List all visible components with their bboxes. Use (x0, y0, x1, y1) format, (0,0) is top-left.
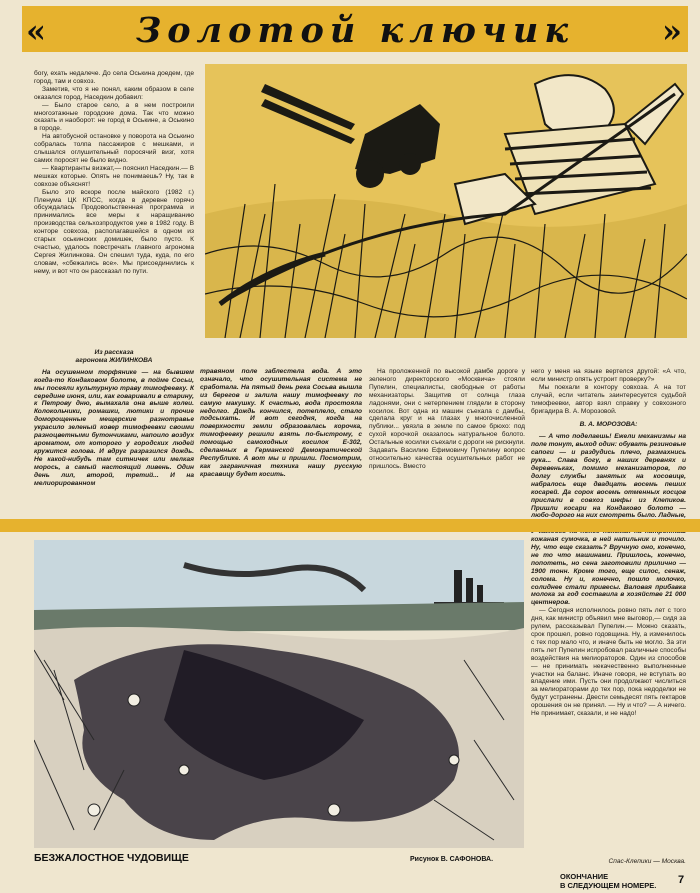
continued-note-2: В СЛЕДУЮЩЕМ НОМЕРЕ. (560, 881, 657, 890)
section-caption-name: агронома ЖИЛИНКОВА (75, 356, 153, 364)
speaker-caption: В. А. МОРОЗОВА: (579, 421, 638, 429)
continued-note-1: ОКОНЧАНИЕ (560, 872, 609, 881)
paragraph: Было это вскоре после майского (1982 г.) Пленума ЦК КПСС, когда в деревне горячо обсуждалась Продовольственная программа и принимались все меры к наращиванию производства сельхозпродуктов уже в 1982 году. В конторе совхоза, располагавшейся в одном из старых оськинских домишек, было пусто. К счастью, удалось повстречать главного агронома Сергея Жилинкова. Он спешил туда, куда, по его словам, «сбежались все». Мы присоединились к нему, и вот что он рассказал по пути. (34, 188, 194, 275)
paragraph: Заметив, что я не понял, каким образом в селе оказался город, Наседкин добавил: (34, 85, 194, 101)
mower-illustration (205, 64, 687, 338)
signature: Спас-Клепики — Москва. (608, 858, 686, 865)
page-number: 7 (678, 874, 685, 886)
column-2 (200, 368, 362, 514)
paragraph: — Было старое село, а в нем построили многоэтажные городские дома. Так что можно сказать и наоборот: не город в Оськине, а Оськино в городе. (34, 101, 194, 133)
column-1-top (34, 70, 194, 342)
yellow-band (0, 519, 700, 532)
mower-drawing (205, 64, 687, 338)
left-quote-mark: « (26, 12, 46, 50)
swamp-illustration (34, 540, 524, 848)
paragraph: На проложенной по высокой дамбе дороге у зеленого директорского «Москвича» стояли Пупелин, специалисты, свободные от работы механизаторы. Защитив от солнца глаза ладонями, они с нетерпением глядели в сторону косилок. Вот одна из машин съехала с дамбы, сделала круг и на глазах у многочисленной публики... увязла в земле по самое брюхо: под сухой корочкой оказалось натуральное болото. Остальные косилки съехали с дороги не рискнули. Задавать Василию Ефимовичу Пупелину вопрос относительно качества осушительных работ не пришлось. Вместо (369, 368, 525, 470)
paragraph: — Квартиранты визжат,— пояснил Наседкин.— В мешках которые. Опять не понимаешь? Ну, так в совхозе объяснят! (34, 164, 194, 188)
paragraph: — Сегодня исполнилось ровно пять лет с того дня, как министр объявил мне выговор,— сидя за рулем, рассказывал Пупелин.— Можно сказать, срок прошел, ровно годовщина. Ну, а изменилось с тех пор мало что, и иначе быть не могло. За эти пять лет Пупелин испробовал различные способы воздействия на мелиораторов. Один из способов — не принимать некачественно выполненные участки на баланс. Иначе говоря, не вступать во владение ими. Пусть они продолжают числиться за мелиораторами до тех пор, пока недоделки не будут устранены. Двести семьдесят пять гектаров орошения он не принял. — Ну и что? — А ничего. Не принимает, сказали, и не надо! (531, 607, 686, 718)
column-1-bottom (34, 349, 194, 514)
title-banner (22, 6, 688, 52)
paragraph: — А что поделаешь! Ежели механизмы на поле тонут, выход один: обувать резиновые сапоги — и раздудись плечо, размахнись рука... Слава богу, в наших деревнях и деревеньках, помимо механизаторов, по долгу службы занятых на косовице, набралось еще двадцать восемь пеших косарей. Да сорок восемь отменных косцов прислали в совхоз шефы из Клепиков. Пришли косари на Кондаково болото — любо-дорого на них смотреть было. Ладные, кожаная сумочка, в ней напильник и точило. Ну, что еще сказать? Вручную оно, конечно, не то что машинами. Пришлось, конечно, попотеть, но сена заготовили прилично — 1900 тонн. Кроме того, еще силос, сенаж, солома. Ну и, конечно, пошло молочко, солиднее стали привесы. Валовая прибавка молока за год составила в хозяйстве 21 000 центнеров. (531, 433, 686, 607)
swamp-drawing (34, 540, 524, 848)
paragraph: На автобусной остановке у поворота на Оськино собралась толпа пассажиров с мешками, и слышался оглушительный поросячий визг, хотя самих поросят не было видно. (34, 133, 194, 164)
illustration-credit: Рисунок В. САФОНОВА. (410, 856, 494, 863)
page-title: Золотой ключик (135, 10, 575, 51)
column-3 (369, 368, 525, 514)
signature-block (531, 858, 686, 868)
illustration-title: БЕЗЖАЛОСТНОЕ ЧУДОВИЩЕ (34, 852, 189, 864)
paragraph: богу, ехать недалече. До села Оськина доедем, где город, там и совхоз. (34, 70, 194, 85)
right-quote-mark: » (662, 12, 682, 50)
section-caption: Из рассказа (94, 349, 134, 356)
column-4 (531, 368, 686, 858)
paragraph: него у меня на языке вертелся другой: «А что, если министр опять устроит проверку?» (531, 368, 686, 383)
paragraph: травяном поле заблестела вода. А это означало, что осушительная система не сработала. На пятый день река Сосьва вышла из берегов и залила нашу тимофеевку по самую макушку. К счастью, вода простояла недолго. Дождь кончился, потеплело, стало подсыхать. И вот сегодня, когда на поверхности земли образовалась корочка, тимофеевку решили взять по-быстрому, с помощью самоходных косилок Е-302, сделанных в Германской Демократической Республике. А вот мы и пришли. Посмотрим, как заграничная техника нашу русскую красавицу будет косить. (200, 368, 362, 478)
paragraph: На осушенном торфянике — на бывшем когда-то Кондаковом болоте, в пойме Сосьи, мы посеяли культурную траву тимофеевку. К середине июня, или, как говаривали в старину, к Петрову дню, вымахала она выше колеи. Колокольчики, ромашки, лютики и прочие доморощенные мещерские разнотравье украсило зеленый ковер тимофеевки своими разноцветными бутончиками, напоило воздух ароматом, от которого у городских людей кружится голова. И вдруг разразился дождь. Не какой-нибудь там ситничек или мелкая морось, а самый настоящий ливень. Один день лил, второй, третий... И на мелиорированном (34, 368, 194, 487)
paragraph: Мы поехали в контору совхоза. А на тот случай, если читатель заинтересуется судьбой тимофеевки, автор взял справку у совхозного бригадира В. А. Морозовой. (531, 383, 686, 415)
